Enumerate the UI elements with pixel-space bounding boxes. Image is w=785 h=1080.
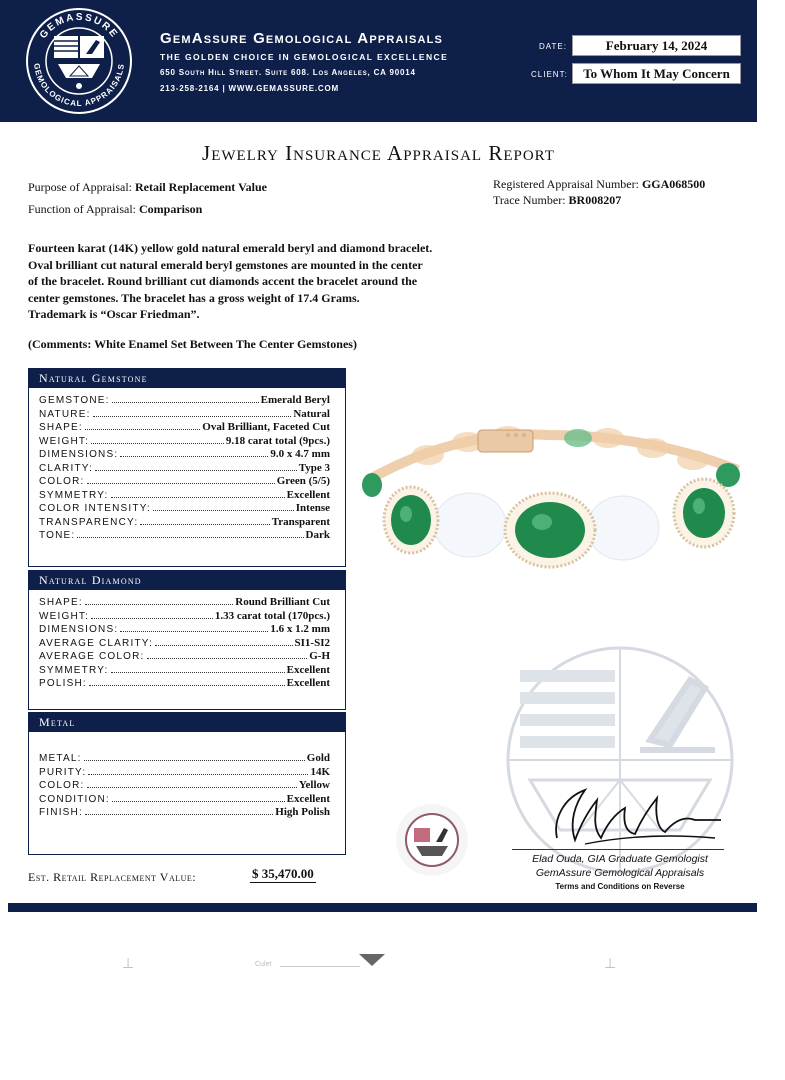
appraiser-signature [545, 780, 725, 850]
dot-leader [85, 429, 200, 430]
spec-row [39, 766, 330, 780]
item-description: Fourteen karat (14K) yellow gold natural emerald beryl and diamond bracelet. Oval brilliant cut natural emerald beryl gemstones are mounted in the center of the bracelet. Round brilliant cut diamonds accent the bracelet around the center gemstones. The bracelet has a gross weight of 17.4 Grams. Trademark is “Oscar Friedman”. [28, 241, 433, 321]
spec-value: 9.18 carat total (9pcs.) [225, 434, 330, 447]
company-address: 650 South Hill Street. Suite 608. Los Angeles, CA 90014 [160, 68, 416, 77]
spec-label: CLARITY: [39, 462, 94, 474]
client-label: CLIENT: [531, 70, 568, 79]
spec-label: FINISH: [39, 807, 83, 818]
appraiser-credit [500, 852, 740, 894]
trace-number: BR008207 [568, 193, 622, 207]
dot-leader [85, 604, 233, 605]
spec-row [39, 408, 330, 422]
letterhead [0, 0, 757, 122]
gemstone-heading: Natural Gemstone [29, 369, 345, 388]
spec-value: 1.33 carat total (170pcs.) [214, 609, 330, 622]
dot-leader [91, 618, 213, 619]
company-contact: 213-258-2164 | WWW.GEMASSURE.COM [160, 84, 339, 93]
dot-leader [140, 524, 269, 525]
spec-value: Excellent [286, 677, 330, 689]
spec-value: G-H [309, 650, 330, 662]
spec-label: COLOR INTENSITY: [39, 503, 151, 514]
dot-leader [147, 658, 308, 659]
spec-row [39, 421, 330, 435]
spec-value: Excellent [286, 488, 330, 501]
spec-row [39, 637, 330, 651]
dot-leader [120, 456, 268, 457]
spec-row [39, 529, 330, 543]
spec-value: SI1-SI2 [294, 636, 330, 649]
spec-label: CONDITION: [39, 793, 110, 805]
date-field: February 14, 2024 [572, 35, 741, 56]
comment-note: (Comments: White Enamel Set Between The Center Gemstones) [28, 337, 357, 351]
spec-row [39, 806, 330, 820]
diamond-panel [28, 570, 346, 710]
spec-row [39, 448, 330, 462]
spec-value: 9.0 x 4.7 mm [270, 448, 330, 460]
appraisal-purpose-block: Purpose of Appraisal: Retail Replacement Value Function of Appraisal: Comparison [28, 180, 267, 216]
spec-row [39, 650, 330, 664]
spec-row [39, 610, 330, 624]
dot-leader [91, 443, 224, 444]
spec-row [39, 664, 330, 678]
spec-value: Round Brilliant Cut [235, 596, 330, 608]
date-label: DATE: [539, 42, 567, 51]
spec-row [39, 502, 330, 516]
function-value: Comparison [139, 202, 203, 216]
spec-label: DIMENSIONS: [39, 449, 119, 460]
spec-row [39, 623, 330, 637]
appraisal-numbers-block: Registered Appraisal Number: GGA068500 Trace Number: BR008207 [493, 177, 706, 207]
dot-leader [87, 787, 297, 788]
spec-row [39, 779, 330, 793]
gemassure-seal-logo [18, 6, 140, 116]
metal-heading: Metal [29, 713, 345, 732]
spec-label: WEIGHT: [39, 610, 90, 622]
svg-text:GEMOLOGICAL APPRAISALS: GEMOLOGICAL APPRAISALS [31, 62, 127, 109]
spec-label: COLOR: [39, 780, 85, 791]
diamond-heading: Natural Diamond [29, 571, 345, 590]
spec-value: Intense [295, 502, 330, 514]
company-name: GemAssure Gemological Appraisals [160, 30, 444, 47]
spec-row [39, 793, 330, 807]
spec-row [39, 462, 330, 476]
spec-row [39, 475, 330, 489]
faint-mark-right: ⊥ [604, 955, 617, 971]
purpose-value: Retail Replacement Value [135, 180, 267, 194]
dot-leader [88, 774, 308, 775]
faint-line [280, 966, 360, 967]
spec-row [39, 596, 330, 610]
estimated-value-label: Est. Retail Replacement Value: [28, 870, 197, 884]
dot-leader [77, 537, 303, 538]
metal-panel [28, 712, 346, 855]
spec-value: Excellent [286, 792, 330, 805]
bracelet-photo [358, 410, 750, 590]
spec-label: AVERAGE CLARITY: [39, 637, 154, 649]
spec-row [39, 435, 330, 449]
spec-value: High Polish [275, 806, 330, 818]
spec-label: DIMENSIONS: [39, 624, 119, 635]
spec-value: 14K [310, 765, 330, 778]
faint-culet-label: Culet [255, 961, 272, 968]
spec-value: Yellow [298, 779, 330, 791]
spec-label: SHAPE: [39, 422, 83, 433]
client-field: To Whom It May Concern [572, 63, 741, 84]
spec-label: WEIGHT: [39, 435, 90, 447]
footer-bar [8, 903, 757, 912]
spec-value: 1.6 x 1.2 mm [270, 623, 330, 635]
dot-leader [95, 470, 297, 471]
spec-label: AVERAGE COLOR: [39, 651, 145, 662]
signature-line [512, 849, 724, 850]
spec-value: Green (5/5) [276, 475, 330, 487]
dot-leader [93, 416, 292, 417]
spec-label: GEMSTONE: [39, 395, 110, 406]
spec-value: Gold [306, 752, 330, 764]
spec-label: SYMMETRY: [39, 489, 109, 501]
spec-label: SYMMETRY: [39, 664, 109, 676]
report-title: Jewelry Insurance Appraisal Report [202, 141, 555, 165]
appraiser-name: Elad Ouda, GIA Graduate Gemologist [532, 853, 708, 865]
spec-value: Natural [293, 407, 330, 420]
svg-text:GEMASSURE: GEMASSURE [37, 11, 121, 41]
dot-leader [112, 801, 285, 802]
dot-leader [112, 402, 259, 403]
dot-leader [111, 672, 285, 673]
culet-arrow-icon [359, 954, 385, 966]
gemstone-panel [28, 368, 346, 567]
spec-row [39, 394, 330, 408]
dot-leader [153, 510, 294, 511]
spec-value: Excellent [286, 663, 330, 676]
spec-label: TONE: [39, 530, 76, 541]
registered-number: GGA068500 [641, 177, 706, 191]
company-tagline: THE GOLDEN CHOICE IN GEMOLOGICAL EXCELLENCE [160, 52, 449, 62]
spec-label: PURITY: [39, 766, 87, 778]
dot-leader [89, 685, 285, 686]
spec-value: Dark [305, 529, 330, 541]
spec-label: NATURE: [39, 408, 91, 420]
spec-row [39, 489, 330, 503]
terms-note: Terms and Conditions on Reverse [555, 882, 685, 891]
spec-value: Transparent [271, 515, 330, 528]
spec-value: Emerald Beryl [260, 394, 330, 406]
estimated-value: $ 35,470.00 [252, 866, 314, 881]
spec-row [39, 516, 330, 530]
spec-row [39, 752, 330, 766]
spec-label: COLOR: [39, 476, 85, 487]
dot-leader [84, 760, 305, 761]
spec-label: SHAPE: [39, 597, 83, 608]
spec-row [39, 677, 330, 691]
certification-stamp [392, 800, 472, 880]
dot-leader [120, 631, 268, 632]
spec-value: Type 3 [298, 461, 330, 474]
dot-leader [111, 497, 285, 498]
spec-label: TRANSPARENCY: [39, 516, 139, 528]
spec-value: Oval Brilliant, Faceted Cut [202, 421, 330, 433]
spec-label: POLISH: [39, 678, 87, 689]
faint-mark-left: ⊥ [122, 955, 135, 971]
dot-leader [155, 645, 292, 646]
dot-leader [87, 483, 275, 484]
dot-leader [85, 814, 273, 815]
appraiser-company: GemAssure Gemological Appraisals [535, 867, 705, 879]
spec-label: METAL: [39, 753, 82, 764]
